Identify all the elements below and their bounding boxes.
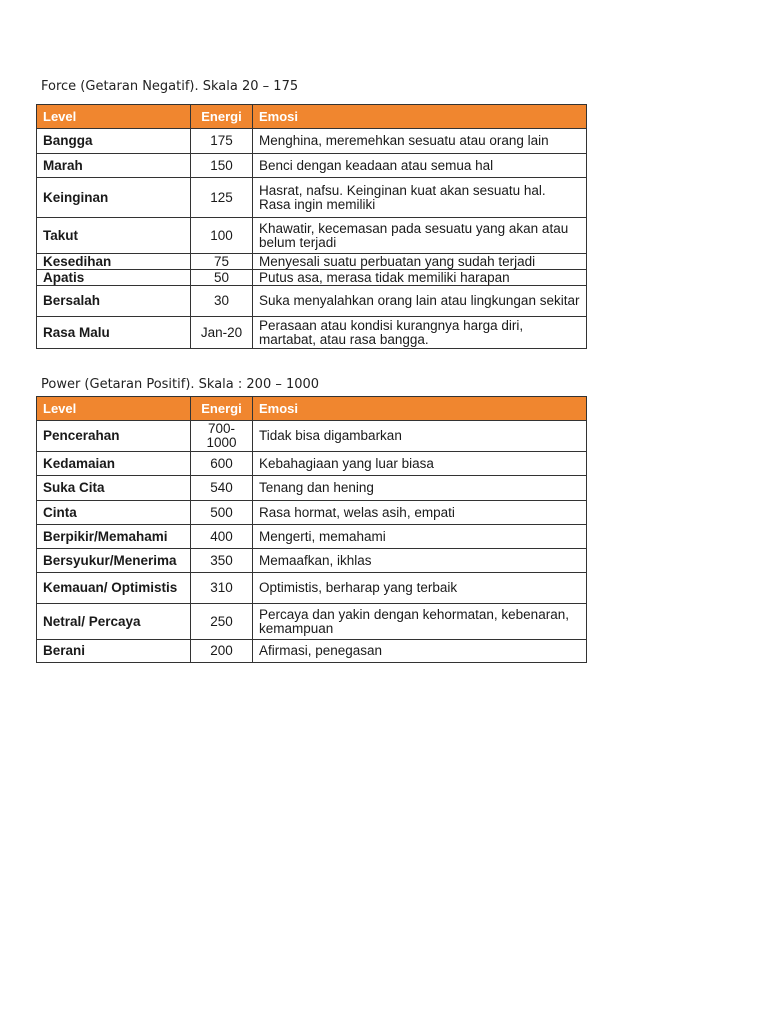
level-cell: Berpikir/Memahami <box>37 525 191 549</box>
header-emosi: Emosi <box>253 105 587 129</box>
energi-cell: 310 <box>191 573 253 604</box>
table-row <box>37 501 587 525</box>
emosi-cell: Benci dengan keadaan atau semua hal <box>253 154 587 178</box>
header-level: Level <box>37 397 191 421</box>
energi-cell: 600 <box>191 452 253 476</box>
emosi-cell: Perasaan atau kondisi kurangnya harga diri, martabat, atau rasa bangga. <box>253 317 587 349</box>
level-cell: Rasa Malu <box>37 317 191 349</box>
level-cell: Bangga <box>37 129 191 154</box>
header-level: Level <box>37 105 191 129</box>
energi-cell: 700-1000 <box>191 421 253 452</box>
energi-cell: Jan-20 <box>191 317 253 349</box>
table-header-row <box>37 397 587 421</box>
power-table <box>36 396 587 663</box>
emosi-cell: Putus asa, merasa tidak memiliki harapan <box>253 270 587 286</box>
emosi-cell: Rasa hormat, welas asih, empati <box>253 501 587 525</box>
table-row <box>37 286 587 317</box>
emosi-cell: Optimistis, berharap yang terbaik <box>253 573 587 604</box>
energi-cell: 75 <box>191 254 253 270</box>
energi-cell: 30 <box>191 286 253 317</box>
header-emosi: Emosi <box>253 397 587 421</box>
emosi-cell: Suka menyalahkan orang lain atau lingkungan sekitar <box>253 286 587 317</box>
table-row <box>37 129 587 154</box>
level-cell: Pencerahan <box>37 421 191 452</box>
energi-cell: 125 <box>191 178 253 218</box>
table-row <box>37 640 587 663</box>
table-row <box>37 525 587 549</box>
level-cell: Kemauan/ Optimistis <box>37 573 191 604</box>
header-energi: Energi <box>191 105 253 129</box>
level-cell: Kedamaian <box>37 452 191 476</box>
energi-cell: 100 <box>191 218 253 254</box>
level-cell: Keinginan <box>37 178 191 218</box>
header-energi: Energi <box>191 397 253 421</box>
table-row <box>37 218 587 254</box>
table-row <box>37 421 587 452</box>
energi-cell: 540 <box>191 476 253 501</box>
level-cell: Apatis <box>37 270 191 286</box>
energi-cell: 200 <box>191 640 253 663</box>
table-row <box>37 549 587 573</box>
table-row <box>37 154 587 178</box>
level-cell: Marah <box>37 154 191 178</box>
table-row <box>37 476 587 501</box>
energi-cell: 150 <box>191 154 253 178</box>
table-row <box>37 573 587 604</box>
level-cell: Berani <box>37 640 191 663</box>
level-cell: Kesedihan <box>37 254 191 270</box>
level-cell: Netral/ Percaya <box>37 604 191 640</box>
emosi-cell: Khawatir, kecemasan pada sesuatu yang akan atau belum terjadi <box>253 218 587 254</box>
level-cell: Bersalah <box>37 286 191 317</box>
energi-cell: 50 <box>191 270 253 286</box>
emosi-cell: Hasrat, nafsu. Keinginan kuat akan sesuatu hal. Rasa ingin memiliki <box>253 178 587 218</box>
table-row <box>37 270 587 286</box>
energi-cell: 350 <box>191 549 253 573</box>
emosi-cell: Tidak bisa digambarkan <box>253 421 587 452</box>
energi-cell: 400 <box>191 525 253 549</box>
level-cell: Cinta <box>37 501 191 525</box>
table-row <box>37 317 587 349</box>
energi-cell: 500 <box>191 501 253 525</box>
emosi-cell: Memaafkan, ikhlas <box>253 549 587 573</box>
emosi-cell: Mengerti, memahami <box>253 525 587 549</box>
emosi-cell: Kebahagiaan yang luar biasa <box>253 452 587 476</box>
force-table-caption: Force (Getaran Negatif). Skala 20 – 175 <box>41 79 299 94</box>
emosi-cell: Menghina, meremehkan sesuatu atau orang lain <box>253 129 587 154</box>
level-cell: Bersyukur/Menerima <box>37 549 191 573</box>
emosi-cell: Menyesali suatu perbuatan yang sudah terjadi <box>253 254 587 270</box>
level-cell: Suka Cita <box>37 476 191 501</box>
table-row <box>37 254 587 270</box>
energi-cell: 175 <box>191 129 253 154</box>
emosi-cell: Tenang dan hening <box>253 476 587 501</box>
table-row <box>37 604 587 640</box>
energi-cell: 250 <box>191 604 253 640</box>
table-header-row <box>37 105 587 129</box>
table-row <box>37 452 587 476</box>
emosi-cell: Percaya dan yakin dengan kehormatan, kebenaran, kemampuan <box>253 604 587 640</box>
power-table-caption: Power (Getaran Positif). Skala : 200 – 1000 <box>41 377 320 392</box>
force-table <box>36 104 587 349</box>
level-cell: Takut <box>37 218 191 254</box>
emosi-cell: Afirmasi, penegasan <box>253 640 587 663</box>
table-row <box>37 178 587 218</box>
